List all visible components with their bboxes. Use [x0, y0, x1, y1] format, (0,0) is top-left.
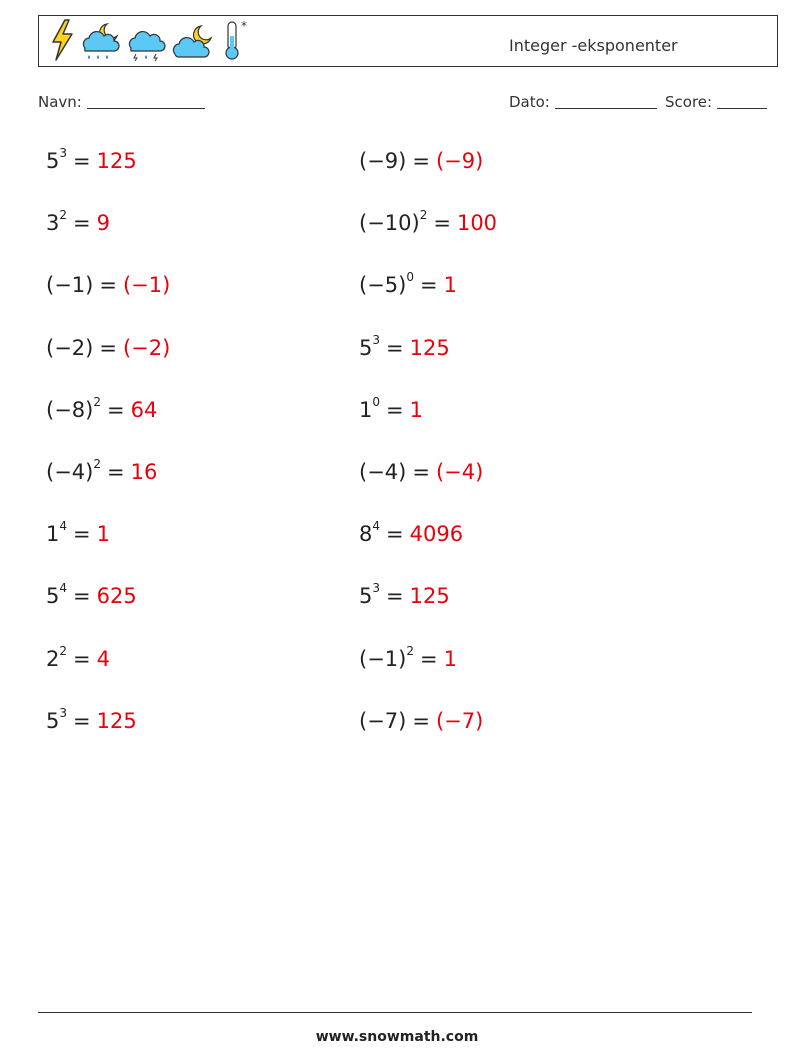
thermometer-icon — [221, 18, 251, 66]
problem-answer: 125 — [96, 149, 137, 173]
problem-exponent: 2 — [59, 644, 68, 658]
problem-base: (−4) — [46, 460, 94, 484]
problem-base: (−4) — [359, 460, 407, 484]
equals-sign: = — [412, 149, 430, 173]
svg-text:*: * — [241, 19, 247, 33]
name-blank[interactable] — [87, 94, 205, 109]
problem-item — [46, 581, 137, 608]
problem-item — [46, 146, 137, 173]
problem-answer: 16 — [130, 460, 158, 484]
problem-base: 5 — [359, 584, 373, 608]
problem-answer: 4096 — [409, 522, 464, 546]
problem-exponent: 3 — [372, 581, 381, 595]
equals-sign: = — [386, 522, 404, 546]
equals-sign: = — [99, 336, 117, 360]
problem-item — [359, 644, 457, 671]
problem-exponent: 0 — [406, 270, 414, 284]
problem-exponent: 4 — [372, 519, 381, 533]
name-field[interactable] — [38, 93, 205, 111]
problem-item — [46, 336, 170, 360]
problem-base: (−1) — [46, 273, 94, 297]
equals-sign: = — [73, 211, 91, 235]
storm-cloud-icon — [125, 18, 169, 66]
problem-exponent: 3 — [59, 146, 68, 160]
problem-item — [359, 149, 483, 173]
problem-item — [46, 644, 110, 671]
equals-sign: = — [73, 709, 91, 733]
problem-base: 2 — [46, 647, 60, 671]
equals-sign: = — [386, 336, 404, 360]
problem-answer: 1 — [443, 273, 457, 297]
problem-answer: 125 — [96, 709, 137, 733]
problem-exponent: 3 — [59, 706, 68, 720]
problem-answer: 125 — [409, 336, 450, 360]
problem-answer: (−7) — [435, 709, 484, 733]
score-field[interactable] — [665, 93, 767, 111]
problem-item — [359, 395, 423, 422]
problem-answer: 4 — [96, 647, 110, 671]
problem-base: (−8) — [46, 398, 94, 422]
equals-sign: = — [419, 273, 438, 297]
date-field[interactable] — [509, 93, 657, 111]
problem-answer: (−9) — [435, 149, 484, 173]
problem-exponent: 2 — [93, 395, 101, 409]
problem-item — [359, 460, 483, 484]
problem-base: 3 — [46, 211, 60, 235]
equals-sign: = — [412, 460, 430, 484]
problem-base: (−7) — [359, 709, 407, 733]
problem-base: (−5) — [359, 273, 407, 297]
problem-answer: 9 — [96, 211, 110, 235]
problem-exponent: 2 — [419, 208, 428, 222]
problem-exponent: 2 — [93, 457, 101, 471]
equals-sign: = — [386, 398, 404, 422]
problem-base: 1 — [359, 398, 373, 422]
problem-base: 5 — [46, 709, 60, 733]
problem-item — [46, 395, 158, 422]
problem-answer: 1 — [409, 398, 423, 422]
equals-sign: = — [99, 273, 117, 297]
name-label: Navn: — [38, 93, 82, 111]
worksheet-title: Integer -eksponenter — [509, 36, 678, 55]
problem-exponent: 4 — [59, 581, 68, 595]
cloud-moon-icon — [171, 18, 219, 66]
equals-sign: = — [106, 460, 125, 484]
problem-item — [46, 273, 170, 297]
problem-base: (−9) — [359, 149, 407, 173]
equals-sign: = — [419, 647, 438, 671]
problem-item — [359, 333, 450, 360]
problem-answer: (−2) — [122, 336, 171, 360]
equals-sign: = — [386, 584, 404, 608]
problem-base: (−10) — [359, 211, 420, 235]
problem-answer: 64 — [130, 398, 158, 422]
footer-url: www.snowmath.com — [315, 1029, 479, 1045]
problem-item — [359, 709, 483, 733]
problem-exponent: 2 — [59, 208, 68, 222]
equals-sign: = — [73, 647, 91, 671]
problem-item — [46, 706, 137, 733]
problem-answer: (−4) — [435, 460, 484, 484]
problem-exponent: 3 — [372, 333, 381, 347]
problem-exponent: 2 — [406, 644, 414, 658]
weather-icons — [47, 19, 251, 65]
problem-item — [46, 208, 110, 235]
problem-answer: 100 — [456, 211, 498, 235]
problem-item — [46, 457, 158, 484]
date-blank[interactable] — [555, 94, 657, 109]
problem-base: 1 — [46, 522, 60, 546]
rain-cloud-moon-icon — [79, 18, 123, 66]
problem-base: (−1) — [359, 647, 407, 671]
problem-item — [359, 519, 464, 546]
problem-item — [359, 581, 450, 608]
problem-base: (−2) — [46, 336, 94, 360]
date-label: Dato: — [509, 93, 550, 111]
problem-item — [359, 208, 498, 235]
equals-sign: = — [412, 709, 430, 733]
score-blank[interactable] — [717, 94, 767, 109]
problem-base: 5 — [46, 584, 60, 608]
problem-answer: 1 — [96, 522, 110, 546]
lightning-icon — [47, 18, 77, 66]
footer-divider — [38, 1012, 752, 1013]
equals-sign: = — [433, 211, 451, 235]
equals-sign: = — [73, 149, 91, 173]
problem-exponent: 0 — [372, 395, 381, 409]
equals-sign: = — [73, 522, 91, 546]
problem-item — [359, 270, 457, 297]
problem-exponent: 4 — [59, 519, 68, 533]
problem-base: 5 — [359, 336, 373, 360]
equals-sign: = — [106, 398, 125, 422]
problem-base: 8 — [359, 522, 373, 546]
problem-answer: (−1) — [122, 273, 171, 297]
problem-answer: 625 — [96, 584, 137, 608]
equals-sign: = — [73, 584, 91, 608]
problem-answer: 125 — [409, 584, 450, 608]
problem-item — [46, 519, 110, 546]
worksheet-header — [38, 15, 778, 67]
score-label: Score: — [665, 93, 713, 111]
problem-answer: 1 — [443, 647, 457, 671]
problem-base: 5 — [46, 149, 60, 173]
